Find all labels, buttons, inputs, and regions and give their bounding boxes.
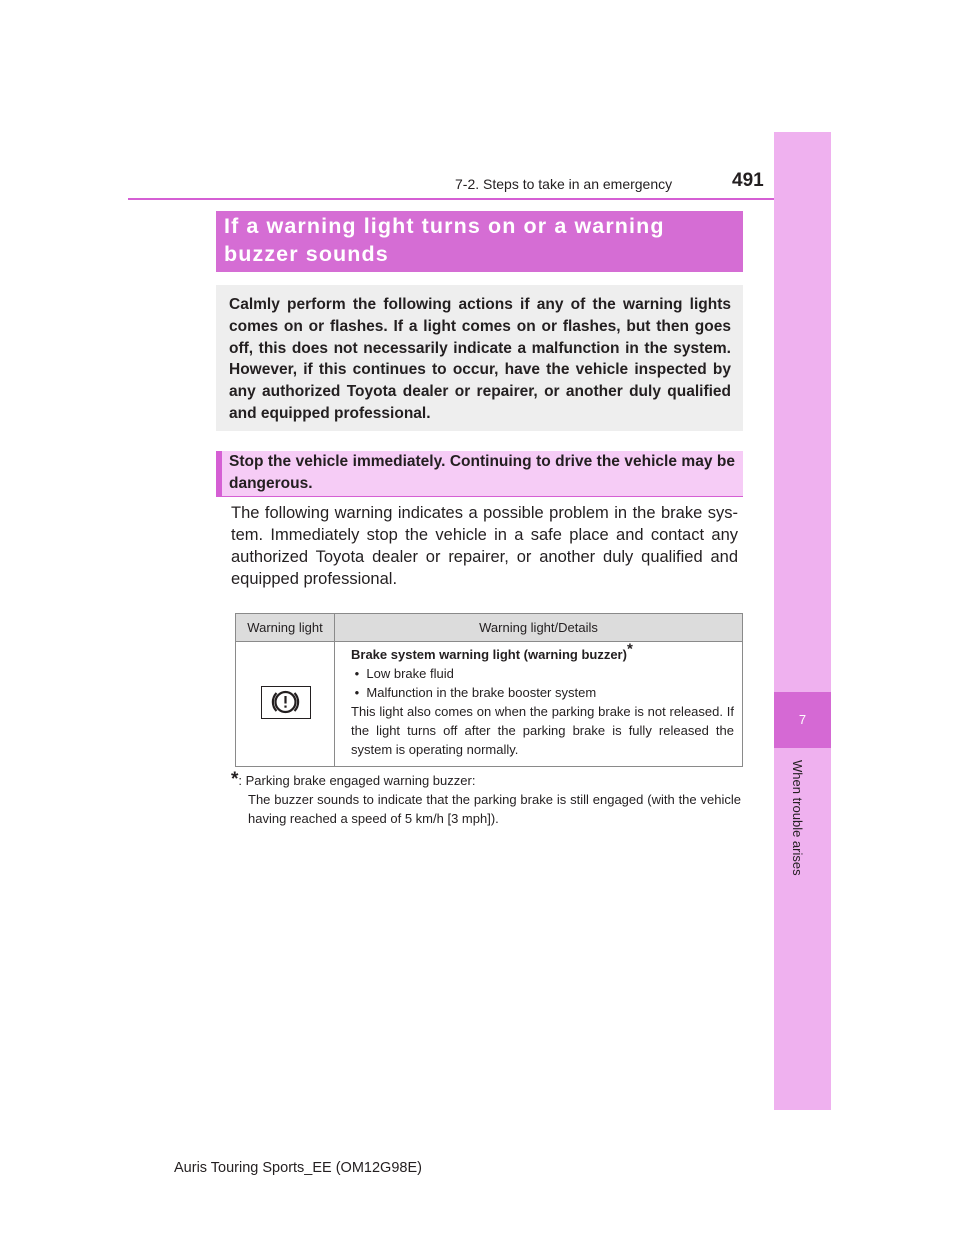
page-number: 491: [732, 170, 764, 191]
chapter-title-vertical: When trouble arises: [790, 760, 805, 876]
table-header-details: Warning light/Details: [335, 614, 743, 642]
warning-light-cell: [236, 642, 335, 767]
warning-note: This light also comes on when the parking brake is not released. If the light turns off after the parking brake is fully released the system is operating normally.: [351, 704, 734, 757]
list-item: • Malfunction in the brake booster system: [351, 685, 597, 700]
brake-system-warning-icon: [261, 686, 311, 719]
chapter-side-tab: [774, 132, 831, 1110]
body-paragraph: The following warning indicates a possible problem in the brake sys-tem. Immediately stop the vehicle in a safe place and contact any authorized Toyota dealer or repairer, or another duly qualified and equipped professional.: [231, 504, 738, 588]
asterisk-marker: *: [626, 640, 633, 658]
list-item: • Low brake fluid: [351, 666, 454, 681]
caution-bottom-rule: [216, 496, 743, 497]
header-divider: [128, 198, 831, 200]
page-title: If a warning light turns on or a warning buzzer sounds: [224, 214, 665, 266]
table-header-row: [236, 614, 743, 642]
intro-text: Calmly perform the following actions if any of the warning lights comes on or flashes. If a light comes on or flashes, but then goes off, this does not necessarily indicate a malfunction in the system. However, if this continues to occur, have the vehicle inspected by any authorized Toyota dealer or repairer, or another duly qualified and equipped professional.: [229, 296, 731, 422]
footnote-label-line: [231, 770, 741, 790]
section-reference: 7-2. Steps to take in an emergency: [455, 176, 673, 192]
footnote-text: The buzzer sounds to indicate that the parking brake is still engaged (with the vehicle having reached a speed of 5 km/h [3 mph]).: [248, 792, 741, 826]
warning-details-cell: [335, 642, 743, 767]
caution-text: Stop the vehicle immediately. Continuing to drive the vehicle may be dangerous.: [229, 453, 735, 492]
warning-title: Brake system warning light (warning buzzer)*: [351, 640, 633, 662]
manual-footer: Auris Touring Sports_EE (OM12G98E): [174, 1160, 422, 1176]
warning-light-table: [235, 613, 743, 767]
footnote: [231, 770, 741, 828]
footnote-marker: *: [231, 769, 239, 790]
footnote-label: : Parking brake engaged warning buzzer:: [238, 773, 476, 788]
table-header-warning-light: Warning light: [236, 614, 335, 642]
table-row: [236, 642, 743, 767]
caution-accent-bar: [216, 451, 222, 497]
chapter-number-badge: 7: [774, 692, 831, 748]
